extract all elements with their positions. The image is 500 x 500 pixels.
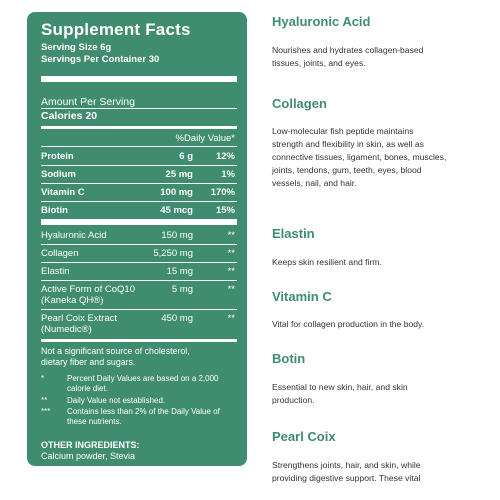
ingredient-name-line: Active Form of CoQ10 [41, 284, 135, 295]
nutrient-name: Protein [41, 151, 74, 162]
nutrient-amount: 100 mg [160, 187, 193, 198]
divider [41, 183, 237, 184]
footnote-text: Daily Value not established. [67, 396, 166, 405]
ingredient-description [272, 256, 494, 269]
description-line: Nourishes and hydrates collagen-based [272, 45, 424, 55]
description-line: joints, tendons, gum, teeth, eyes, blood [272, 165, 422, 175]
description-line: tissues, joints, and eyes. [272, 58, 366, 68]
footnote-symbol: * [41, 374, 45, 383]
ingredient-dv: ** [227, 266, 235, 277]
ingredient-dv: ** [227, 284, 235, 295]
nutrient-dv: 170% [210, 187, 235, 198]
footnote-text [67, 407, 235, 427]
ingredient-heading: Botin [272, 351, 306, 366]
nutrient-dv: 15% [215, 205, 235, 216]
footnote-line: Contains less than 2% of the Daily Value of [67, 407, 220, 416]
note-line: Not a significant source of cholesterol, [41, 346, 190, 356]
footnote-symbol: ** [41, 396, 48, 405]
ingredient-name [41, 313, 117, 335]
footnote-symbol: *** [41, 407, 51, 416]
footnote-line: these nutrients. [67, 417, 122, 426]
ingredient-name: Elastin [41, 266, 70, 277]
ingredient-amount: 5,250 mg [153, 248, 193, 259]
medium-divider [41, 126, 237, 129]
ingredient-row [41, 313, 237, 337]
nutrient-dv: 1% [221, 169, 235, 180]
medium-divider [41, 339, 237, 342]
footnote-line: Percent Daily Values are based on a 2,000 [67, 374, 219, 383]
ingredient-heading: Hyaluronic Acid [272, 14, 371, 29]
other-ingredients-label: OTHER INGREDIENTS: [41, 440, 140, 450]
divider [41, 165, 237, 166]
divider [41, 262, 237, 263]
nutrient-name: Sodium [41, 169, 76, 180]
ingredient-amount: 15 mg [166, 266, 193, 277]
ingredient-name [41, 284, 135, 306]
serving-size: Serving Size 6g [41, 42, 112, 53]
divider [41, 146, 237, 147]
thick-divider [41, 219, 237, 225]
description-line: providing digestive support. These vital [272, 473, 421, 483]
footnote-text [67, 374, 235, 394]
divider [41, 108, 237, 109]
calories: Calories 20 [41, 110, 98, 122]
ingredient-dv: ** [227, 248, 235, 259]
ingredient-name-line: (Numedic®) [41, 324, 92, 335]
footnote [41, 396, 235, 406]
other-ingredients-value: Calcium powder, Stevia [41, 451, 136, 461]
nutrient-name: Biotin [41, 205, 68, 216]
description-line: Essential to new skin, hair, and skin [272, 382, 408, 392]
ingredient-heading: Elastin [272, 226, 315, 241]
description-line: Vital for collagen production in the body. [272, 319, 425, 329]
divider [41, 280, 237, 281]
footnote [41, 374, 235, 394]
description-line: Low-molecular fish peptide maintains [272, 126, 414, 136]
nutrient-amount: 45 mcg [160, 205, 193, 216]
divider [41, 309, 237, 310]
ingredient-name-line: Pearl Coix Extract [41, 313, 118, 324]
thick-divider [41, 76, 237, 82]
description-line: Keeps skin resilient and firm. [272, 257, 382, 267]
note-line: dietary fiber and sugars. [41, 357, 136, 367]
ingredient-amount: 150 mg [161, 230, 193, 241]
nutrient-dv: 12% [215, 151, 235, 162]
ingredient-description [272, 318, 494, 331]
description-line: strength and flexibility in skin, as well as [272, 139, 424, 149]
ingredient-heading: Pearl Coix [272, 429, 336, 444]
ingredient-description [272, 381, 494, 407]
ingredient-description [272, 459, 494, 485]
ingredient-heading: Collagen [272, 96, 327, 111]
ingredient-row [41, 284, 237, 308]
ingredient-dv: ** [227, 230, 235, 241]
ingredient-amount: 5 mg [171, 284, 193, 295]
divider [41, 244, 237, 245]
amount-per-serving: Amount Per Serving [41, 96, 135, 108]
ingredient-description [272, 44, 494, 70]
description-line: production. [272, 395, 315, 405]
ingredient-name: Hyaluronic Acid [41, 230, 107, 241]
daily-value-header: %Daily Value* [175, 133, 235, 144]
description-line: Strengthens joints, hair, and skin, while [272, 460, 421, 470]
facts-title: Supplement Facts [41, 20, 191, 39]
divider [41, 201, 237, 202]
nutrition-note [41, 346, 233, 368]
description-line: vessels, nail, and hair. [272, 178, 357, 188]
footnote-line: calorie diet. [67, 384, 108, 393]
nutrient-name: Vitamin C [41, 187, 85, 198]
ingredient-name: Collagen [41, 248, 79, 259]
ingredient-name-line: (Kaneka QH®) [41, 295, 104, 306]
nutrient-amount: 6 g [179, 151, 193, 162]
description-line: connective tissues, ligament, bones, muscles, [272, 152, 447, 162]
ingredient-heading: Vitamin C [272, 289, 332, 304]
ingredient-dv: ** [227, 313, 235, 324]
supplement-facts-panel [27, 12, 247, 466]
nutrient-amount: 25 mg [165, 169, 193, 180]
footnote [41, 407, 235, 427]
ingredient-description [272, 125, 494, 190]
ingredient-amount: 450 mg [161, 313, 193, 324]
servings-per-container: Servings Per Container 30 [41, 54, 160, 65]
